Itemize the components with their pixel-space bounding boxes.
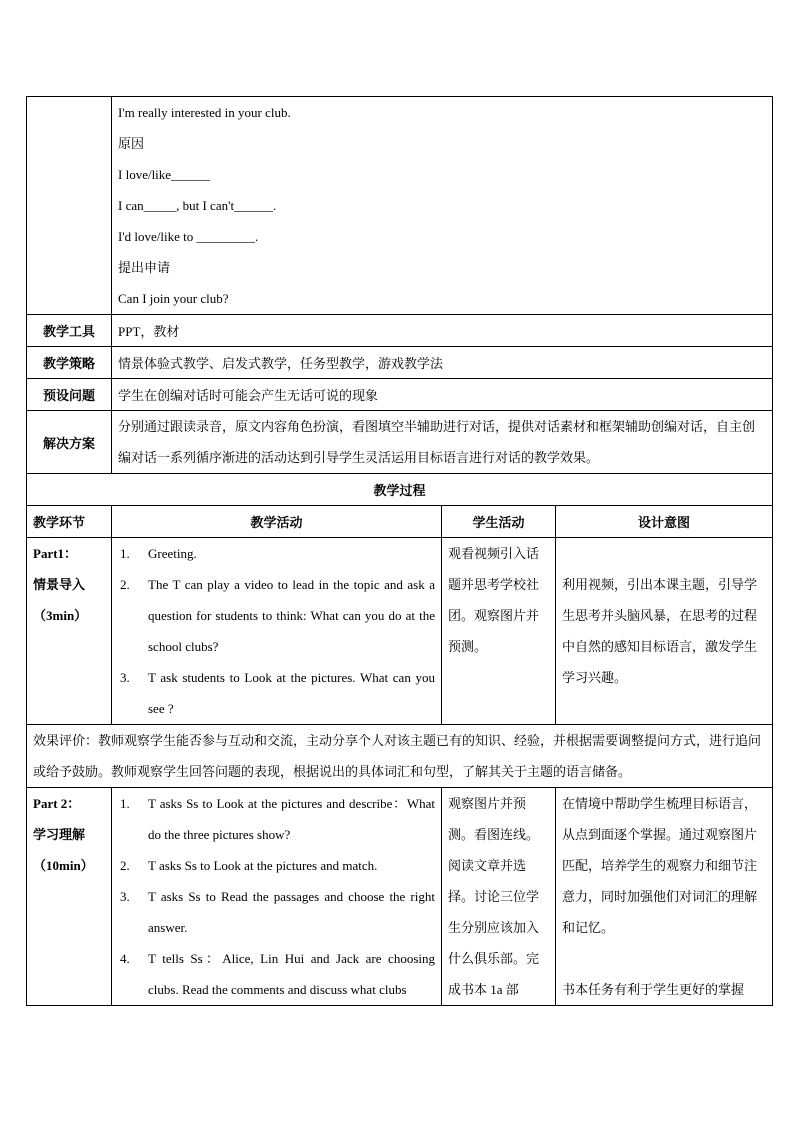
expression-line: I'm really interested in your club.: [118, 105, 291, 120]
info-row-tools: [27, 315, 773, 347]
info-text: 分别通过跟读录音，原文内容角色扮演，看图填空半辅助进行对话，提供对话素材和框架辅助创编对话，自主创编对话一系列循序渐进的活动达到引导学生灵活运用目标语言进行对话的教学效果。: [112, 411, 773, 474]
activity-item: 2. The T can play a video to lead in the topic and ask a question for students to think: What can you do at the school clubs?: [120, 577, 435, 654]
info-text: PPT，教材: [112, 315, 773, 347]
part1-stage: [27, 538, 112, 725]
part2-row: [27, 788, 773, 1006]
part-title: Part 2：: [33, 796, 81, 811]
activity-item: 3. T ask students to Look at the pictures. What can you see ?: [120, 670, 435, 716]
part2-design: [556, 788, 773, 1006]
process-title-row: [27, 474, 773, 506]
expression-line: 提出申请: [118, 260, 171, 275]
header-stage: 教学环节: [27, 506, 112, 538]
part2-activities: [112, 788, 442, 1006]
header-design: 设计意图: [556, 506, 773, 538]
expression-line: I can_____, but I can't______.: [118, 198, 277, 213]
info-row-solution: [27, 411, 773, 474]
activity-item: 3. T asks Ss to Read the passages and choose the right answer.: [120, 889, 435, 935]
expressions-row: [27, 97, 773, 315]
part-title: Part1：: [33, 546, 78, 561]
info-row-problem: [27, 379, 773, 411]
part2-student: 观察图片并预测。看图连线。阅读文章并选择。讨论三位学生分别应该加入什么俱乐部。完成书本 1a 部: [442, 788, 556, 1006]
process-title: 教学过程: [27, 474, 773, 506]
design-text: 在情境中帮助学生梳理目标语言，从点到面逐个掌握。通过观察图片匹配，培养学生的观察力和细节注意力，同时加强他们对词汇的理解和记忆。: [562, 796, 758, 935]
info-label: 教学策略: [27, 347, 112, 379]
activity-item: 1. Greeting.: [120, 546, 197, 561]
info-text: 学生在创编对话时可能会产生无话可说的现象: [112, 379, 773, 411]
expression-line: I love/like______: [118, 167, 211, 182]
evaluation-row: [27, 725, 773, 788]
part1-design: [556, 538, 773, 725]
expression-line: I'd love/like to _________.: [118, 229, 259, 244]
evaluation-text: 效果评价：教师观察学生能否参与互动和交流，主动分享个人对该主题已有的知识、经验，并根据需要调整提问方式，进行追问或给予鼓励。教师观察学生回答问题的表现，根据说出的具体词汇和句型，了解其关于主题的语言储备。: [27, 725, 773, 788]
activity-item: 1. T asks Ss to Look at the pictures and describe：What do the three pictures show?: [120, 796, 435, 842]
part2-stage: [27, 788, 112, 1006]
part-time: （10min）: [33, 858, 94, 873]
design-text: 利用视频，引出本课主题，引导学生思考并头脑风暴，在思考的过程中自然的感知目标语言，激发学生学习兴趣。: [562, 577, 758, 685]
expressions-cell: [112, 97, 773, 315]
info-label: 教学工具: [27, 315, 112, 347]
header-row: [27, 506, 773, 538]
expression-line: Can I join your club?: [118, 291, 229, 306]
header-activity: 教学活动: [112, 506, 442, 538]
info-row-strategy: [27, 347, 773, 379]
part1-row: [27, 538, 773, 725]
part1-activities: [112, 538, 442, 725]
info-text: 情景体验式教学、启发式教学，任务型教学，游戏教学法: [112, 347, 773, 379]
part-time: （3min）: [33, 608, 88, 623]
header-student: 学生活动: [442, 506, 556, 538]
activity-item: 2. T asks Ss to Look at the pictures and match.: [120, 858, 378, 873]
part-name: 情景导入: [33, 577, 86, 592]
design-text-continued: 书本任务有利于学生更好的掌握: [562, 982, 745, 997]
empty-label-cell: [27, 97, 112, 315]
activity-item: 4. T tells Ss：Alice, Lin Hui and Jack are choosing clubs. Read the comments and discuss what clubs: [120, 951, 435, 997]
info-label: 解决方案: [27, 411, 112, 474]
part-name: 学习理解: [33, 827, 86, 842]
expression-line: 原因: [118, 136, 145, 151]
info-label: 预设问题: [27, 379, 112, 411]
lesson-plan-table: [26, 96, 773, 1006]
part1-student: 观看视频引入话题并思考学校社团。观察图片并预测。: [442, 538, 556, 725]
